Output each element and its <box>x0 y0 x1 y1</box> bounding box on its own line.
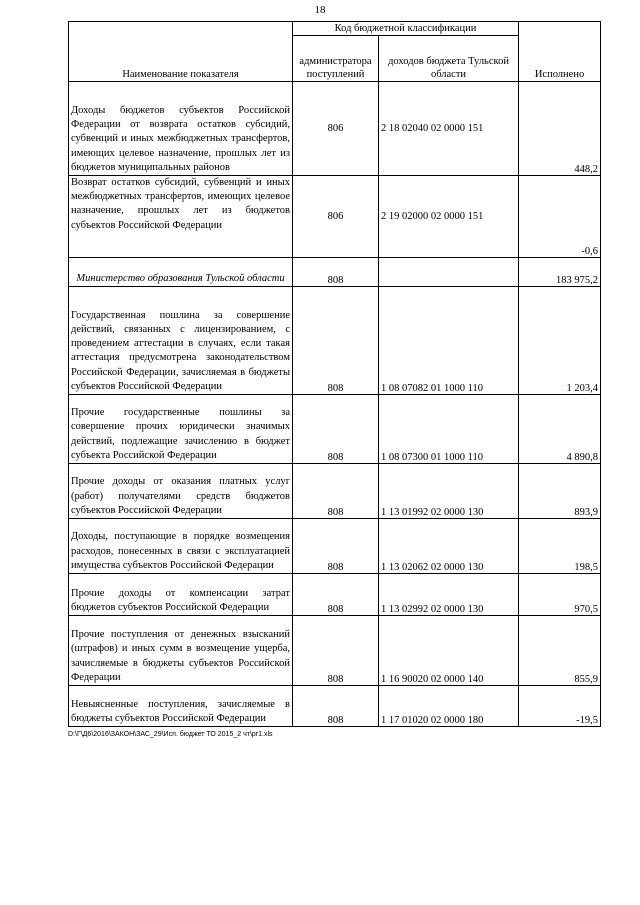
row-executed-value: -0,6 <box>519 176 601 258</box>
row-executed-value: 1 203,4 <box>519 287 601 395</box>
row-indicator-name: Доходы бюджетов субъектов Российской Федерации от возврата остатков субсидий, субвенций и иных межбюджетных трансфертов, имеющих целевое назначение, прошлых лет из бюджетов муниципальных районов <box>69 82 293 176</box>
row-indicator-name: Министерство образования Тульской области <box>69 258 293 287</box>
column-header-administrator: администратора поступлений <box>293 36 379 82</box>
row-revenue-code: 1 13 01992 02 0000 130 <box>379 464 519 519</box>
row-indicator-name: Невыясненные поступления, зачисляемые в бюджеты субъектов Российской Федерации <box>69 686 293 727</box>
row-revenue-code <box>379 258 519 287</box>
row-indicator-name: Доходы, поступающие в порядке возмещения расходов, понесенных в связи с эксплуатацией имущества субъектов Российской Федерации <box>69 519 293 574</box>
row-executed-value: -19,5 <box>519 686 601 727</box>
row-executed-value: 198,5 <box>519 519 601 574</box>
row-administrator-code: 808 <box>293 395 379 464</box>
row-administrator-code: 808 <box>293 574 379 616</box>
row-executed-value: 183 975,2 <box>519 258 601 287</box>
table-row <box>69 686 601 727</box>
table-row <box>69 258 601 287</box>
row-administrator-code: 808 <box>293 686 379 727</box>
row-indicator-name: Возврат остатков субсидий, субвенций и иных межбюджетных трансфертов, имеющих целевое назначение, прошлых лет из бюджетов субъектов Российской Федерации <box>69 176 293 258</box>
table-row <box>69 574 601 616</box>
row-administrator-code: 808 <box>293 287 379 395</box>
row-indicator-name: Прочие поступления от денежных взысканий (штрафов) и иных сумм в возмещение ущерба, зачисляемые в бюджеты субъектов Российской Федерации <box>69 616 293 686</box>
row-administrator-code: 806 <box>293 82 379 176</box>
table-row <box>69 464 601 519</box>
row-indicator-name: Прочие доходы от компенсации затрат бюджетов субъектов Российской Федерации <box>69 574 293 616</box>
row-executed-value: 855,9 <box>519 616 601 686</box>
row-executed-value: 4 890,8 <box>519 395 601 464</box>
footer-file-path: D:\Г\Д6\2016\ЗАКОН\ЗАС_29\Исп. бюджет ТО 2015_2 чт\pr1.xls <box>68 731 273 738</box>
table-row <box>69 616 601 686</box>
table-row <box>69 287 601 395</box>
row-revenue-code: 1 16 90020 02 0000 140 <box>379 616 519 686</box>
column-header-classification-code: Код бюджетной классификации <box>293 22 519 36</box>
row-administrator-code: 808 <box>293 519 379 574</box>
table-row <box>69 176 601 258</box>
row-administrator-code: 808 <box>293 258 379 287</box>
row-revenue-code: 1 13 02062 02 0000 130 <box>379 519 519 574</box>
table-row <box>69 519 601 574</box>
row-administrator-code: 806 <box>293 176 379 258</box>
row-administrator-code: 808 <box>293 616 379 686</box>
row-executed-value: 970,5 <box>519 574 601 616</box>
row-indicator-name: Государственная пошлина за совершение действий, связанных с лицензированием, с проведением аттестации в случаях, если такая аттестация предусмотрена законодательством Российской Федерации, зачисляемая в бюджеты субъектов Российской Федерации <box>69 287 293 395</box>
row-executed-value: 893,9 <box>519 464 601 519</box>
row-administrator-code: 808 <box>293 464 379 519</box>
column-header-executed: Исполнено <box>519 22 601 82</box>
row-indicator-name: Прочие доходы от оказания платных услуг (работ) получателями средств бюджетов субъектов Российской Федерации <box>69 464 293 519</box>
budget-table <box>68 21 601 727</box>
row-indicator-name: Прочие государственные пошлины за совершение прочих юридически значимых действий, подлежащие зачислению в бюджет субъекта Российской Федерации <box>69 395 293 464</box>
row-revenue-code: 2 19 02000 02 0000 151 <box>379 176 519 258</box>
row-revenue-code: 1 08 07082 01 1000 110 <box>379 287 519 395</box>
row-revenue-code: 1 08 07300 01 1000 110 <box>379 395 519 464</box>
row-executed-value: 448,2 <box>519 82 601 176</box>
column-header-indicator: Наименование показателя <box>69 22 293 82</box>
column-header-regional-revenue: доходов бюджета Тульской области <box>379 36 519 82</box>
row-revenue-code: 2 18 02040 02 0000 151 <box>379 82 519 176</box>
table-row <box>69 395 601 464</box>
row-revenue-code: 1 17 01020 02 0000 180 <box>379 686 519 727</box>
row-revenue-code: 1 13 02992 02 0000 130 <box>379 574 519 616</box>
page-number: 18 <box>314 4 326 16</box>
table-row <box>69 82 601 176</box>
